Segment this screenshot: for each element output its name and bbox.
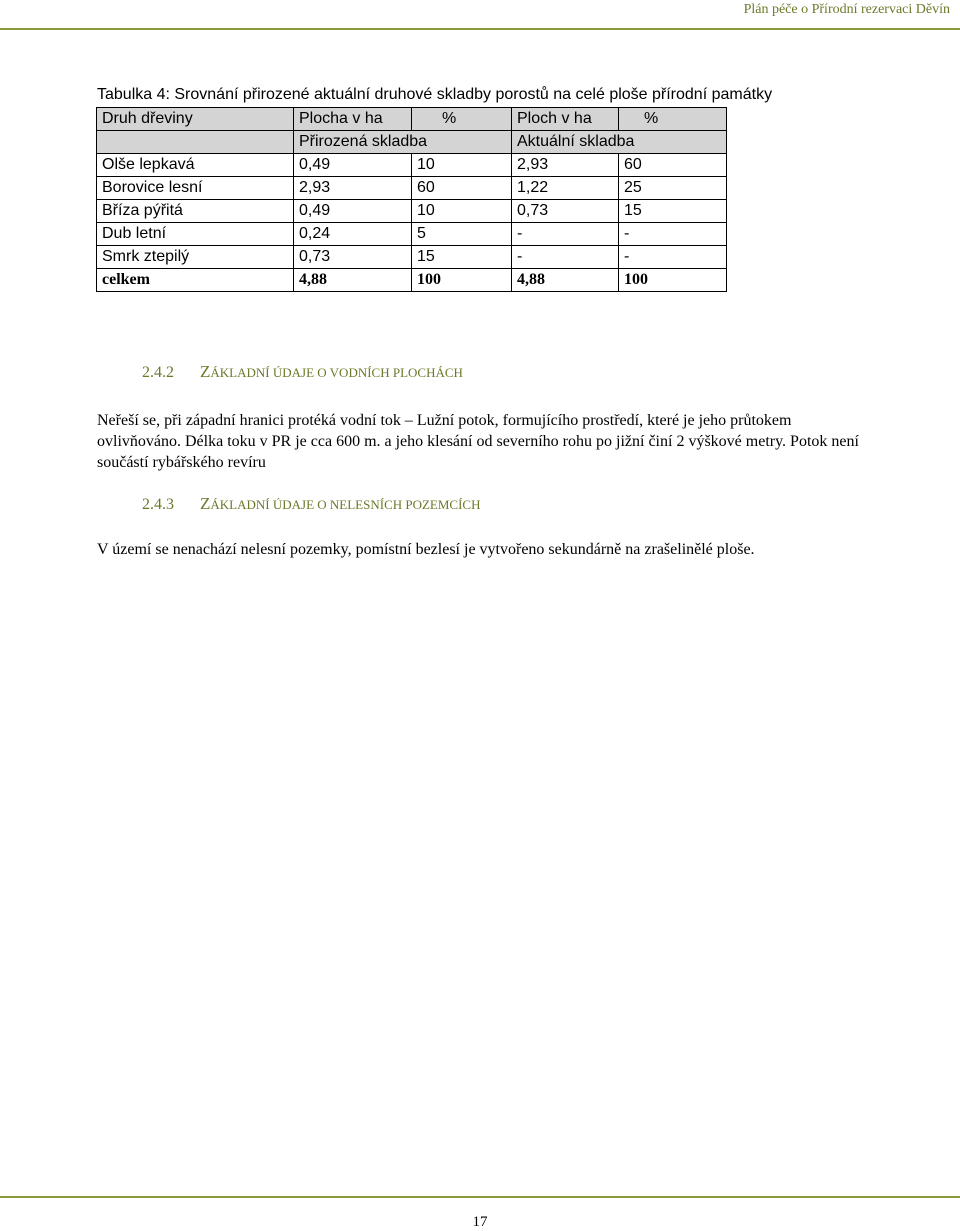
table-row — [97, 246, 727, 269]
species-composition-table — [96, 107, 727, 292]
header-cell: % — [412, 108, 512, 131]
total-label: celkem — [97, 269, 294, 292]
value-cell: 10 — [412, 154, 512, 177]
section-heading-non-forest-land — [142, 494, 481, 514]
value-cell: 0,73 — [512, 200, 619, 223]
header-cell-current-composition: Aktuální skladba — [512, 131, 727, 154]
table-row — [97, 200, 727, 223]
species-cell: Borovice lesní — [97, 177, 294, 200]
table-subheader-row — [97, 131, 727, 154]
table-header-row — [97, 108, 727, 131]
header-cell: Druh dřeviny — [97, 108, 294, 131]
species-cell: Olše lepkavá — [97, 154, 294, 177]
value-cell: - — [619, 223, 727, 246]
section-heading-water-areas — [142, 362, 463, 382]
value-cell: 2,93 — [294, 177, 412, 200]
value-cell: - — [512, 246, 619, 269]
table-total-row — [97, 269, 727, 292]
value-cell: 60 — [412, 177, 512, 200]
table-row — [97, 177, 727, 200]
section-paragraph-water-areas: Neřeší se, při západní hranici protéká vodní tok – Lužní potok, formujícího prostředí, které je jeho průtokem ovlivňováno. Délka toku v PR je cca 600 m. a jeho klesání od severního rohu po jižní činí 2 výškové metry. Potok není součástí rybářského revíru — [97, 412, 859, 471]
table-caption: Tabulka 4: Srovnání přirozené aktuální druhové skladby porostů na celé ploše přírodní památky — [97, 86, 773, 103]
header-cell — [97, 131, 294, 154]
species-cell: Smrk ztepilý — [97, 246, 294, 269]
value-cell: 5 — [412, 223, 512, 246]
table-row — [97, 154, 727, 177]
value-cell: 15 — [412, 246, 512, 269]
header-cell: Plocha v ha — [294, 108, 412, 131]
value-cell: 0,49 — [294, 154, 412, 177]
table-row — [97, 223, 727, 246]
value-cell: 0,73 — [294, 246, 412, 269]
species-cell: Bříza pýřitá — [97, 200, 294, 223]
page-number: 17 — [472, 1214, 488, 1230]
header-cell: % — [619, 108, 727, 131]
total-value: 4,88 — [294, 269, 412, 292]
value-cell: 25 — [619, 177, 727, 200]
total-value: 4,88 — [512, 269, 619, 292]
section-number: 2.4.2 — [142, 364, 174, 381]
header-cell: Ploch v ha — [512, 108, 619, 131]
header-divider — [0, 28, 960, 30]
total-value: 100 — [619, 269, 727, 292]
section-title-initial: Z — [200, 362, 211, 381]
value-cell: - — [619, 246, 727, 269]
total-value: 100 — [412, 269, 512, 292]
footer-divider — [0, 1196, 960, 1198]
value-cell: 0,24 — [294, 223, 412, 246]
value-cell: 0,49 — [294, 200, 412, 223]
value-cell: 2,93 — [512, 154, 619, 177]
value-cell: - — [512, 223, 619, 246]
header-cell-natural-composition: Přirozená skladba — [294, 131, 512, 154]
section-number: 2.4.3 — [142, 496, 174, 513]
page-header-title: Plán péče o Přírodní rezervaci Děvín — [743, 2, 950, 17]
value-cell: 15 — [619, 200, 727, 223]
value-cell: 10 — [412, 200, 512, 223]
species-cell: Dub letní — [97, 223, 294, 246]
section-title: ÁKLADNÍ ÚDAJE O VODNÍCH PLOCHÁCH — [210, 365, 463, 380]
section-paragraph-non-forest-land: V území se nenachází nelesní pozemky, pomístní bezlesí je vytvořeno sekundárně na zrašelinělé ploše. — [97, 541, 755, 558]
value-cell: 1,22 — [512, 177, 619, 200]
section-title: ÁKLADNÍ ÚDAJE O NELESNÍCH POZEMCÍCH — [210, 497, 481, 512]
value-cell: 60 — [619, 154, 727, 177]
section-title-initial: Z — [200, 494, 211, 513]
